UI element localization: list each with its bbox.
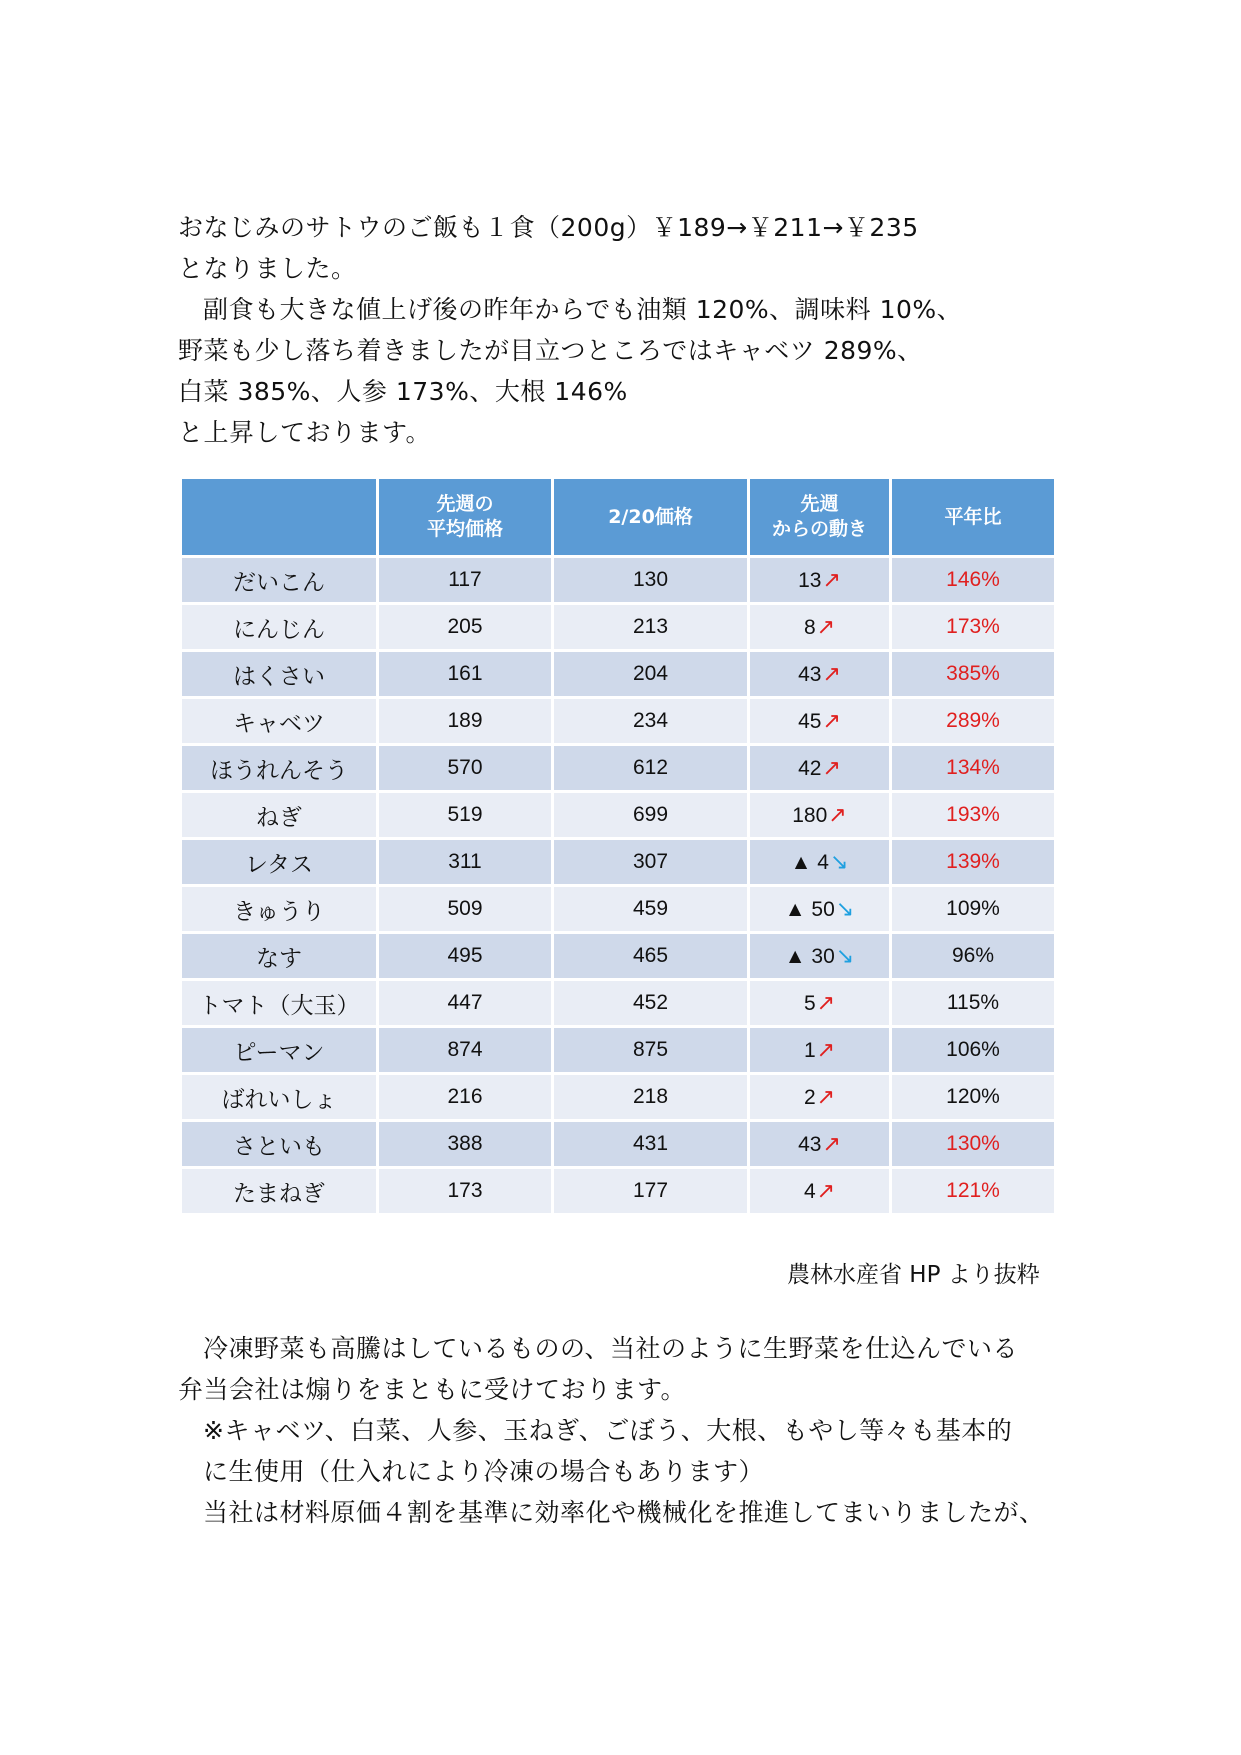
header-text: からの動き (771, 518, 867, 540)
price-change-cell (750, 605, 889, 649)
last-week-price: 509 (447, 897, 483, 920)
last-week-price-cell (379, 981, 551, 1025)
year-ratio-cell (892, 840, 1054, 884)
header-text: 先週の (436, 493, 494, 515)
feb20-price: 177 (632, 1179, 669, 1202)
feb20-price: 130 (632, 568, 669, 591)
table-row (182, 1169, 1054, 1213)
year-ratio: 146% (946, 568, 1000, 591)
intro-line: 白菜 385%、人参 173%、大根 146% (178, 377, 628, 406)
feb20-price-cell (554, 1028, 747, 1072)
feb20-price-cell (554, 934, 747, 978)
item-name: ピーマン (233, 1039, 325, 1066)
year-ratio: 121% (946, 1179, 1000, 1202)
price-change: 43 (798, 663, 822, 686)
trend-up-icon: ↗ (822, 661, 841, 686)
intro-paragraph (178, 207, 962, 453)
price-change: 4 (803, 1180, 816, 1203)
table-row (182, 1075, 1054, 1119)
last-week-price: 447 (447, 991, 483, 1014)
last-week-price: 205 (447, 615, 483, 638)
item-name-cell (182, 1169, 376, 1213)
table-row (182, 793, 1054, 837)
price-change: 13 (798, 569, 822, 592)
header-text: 2/20価格 (608, 505, 693, 528)
year-ratio-cell (892, 699, 1054, 743)
price-change: 180 (792, 804, 828, 827)
price-change: 42 (798, 757, 822, 780)
item-name-cell (182, 605, 376, 649)
item-name-cell (182, 1122, 376, 1166)
year-ratio-cell (892, 1075, 1054, 1119)
last-week-price: 874 (447, 1038, 483, 1061)
price-change: ▲ 50 (784, 898, 835, 921)
price-change-cell (750, 652, 889, 696)
price-change: 5 (803, 992, 816, 1015)
last-week-price: 388 (447, 1132, 483, 1155)
last-week-price: 570 (447, 756, 483, 779)
feb20-price-cell (554, 558, 747, 602)
year-ratio: 115% (946, 991, 1000, 1014)
trend-up-icon: ↗ (816, 614, 836, 639)
year-ratio: 120% (946, 1085, 1000, 1108)
price-change-cell (750, 1075, 889, 1119)
year-ratio-cell (892, 605, 1054, 649)
feb20-price: 612 (632, 756, 669, 779)
price-change-cell (750, 793, 889, 837)
last-week-price-cell (379, 652, 551, 696)
feb20-price-cell (554, 1122, 747, 1166)
trend-up-icon: ↗ (822, 567, 841, 592)
table-row (182, 746, 1054, 790)
table-row (182, 699, 1054, 743)
price-change-cell (750, 746, 889, 790)
feb20-price-cell (554, 652, 747, 696)
item-name: にんじん (233, 616, 325, 643)
item-name-cell (182, 558, 376, 602)
year-ratio: 130% (946, 1132, 1000, 1155)
last-week-price-cell (379, 840, 551, 884)
table-row (182, 605, 1054, 649)
feb20-price-cell (554, 605, 747, 649)
last-week-price: 173 (447, 1179, 483, 1202)
year-ratio: 139% (946, 850, 1000, 873)
year-ratio-cell (892, 1028, 1054, 1072)
year-ratio-cell (892, 793, 1054, 837)
item-name: はくさい (233, 663, 325, 690)
last-week-price-cell (379, 558, 551, 602)
last-week-price: 216 (447, 1085, 483, 1108)
feb20-price: 218 (632, 1085, 669, 1108)
item-name: レタス (244, 851, 314, 878)
item-name: なす (256, 945, 302, 972)
last-week-price: 161 (447, 662, 483, 685)
price-change: 2 (803, 1086, 816, 1109)
table-row (182, 887, 1054, 931)
item-name-cell (182, 840, 376, 884)
last-week-price-cell (379, 793, 551, 837)
year-ratio: 385% (946, 662, 1000, 685)
item-name: ほうれんそう (210, 757, 348, 784)
header-text: 平均価格 (426, 518, 503, 540)
header-name (182, 479, 376, 555)
feb20-price: 234 (632, 709, 669, 732)
item-name-cell (182, 793, 376, 837)
item-name: ばれいしょ (221, 1086, 337, 1113)
last-week-price-cell (379, 887, 551, 931)
trend-up-icon: ↗ (816, 990, 836, 1015)
price-change: ▲ 4 (790, 851, 829, 874)
price-change: 43 (798, 1133, 822, 1156)
trend-up-icon: ↗ (828, 802, 847, 827)
item-name-cell (182, 887, 376, 931)
item-name: キャベツ (233, 710, 325, 737)
price-change-cell (750, 887, 889, 931)
price-change-cell (750, 981, 889, 1025)
year-ratio-cell (892, 934, 1054, 978)
intro-line: 野菜も少し落ち着きましたが目立つところではキャベツ 289%、 (178, 336, 923, 365)
feb20-price: 875 (632, 1038, 669, 1061)
last-week-price: 189 (447, 709, 483, 732)
trend-down-icon: ↘ (829, 849, 849, 874)
feb20-price: 213 (632, 615, 669, 638)
item-name-cell (182, 652, 376, 696)
table-row (182, 1028, 1054, 1072)
item-name: さといも (233, 1133, 325, 1160)
feb20-price: 699 (632, 803, 669, 826)
body-line: 当社は材料原価４割を基準に効率化や機械化を推進してまいりましたが、 (203, 1498, 1045, 1527)
year-ratio: 96% (951, 944, 995, 967)
feb20-price: 465 (632, 944, 669, 967)
year-ratio: 173% (946, 615, 1000, 638)
last-week-price-cell (379, 1028, 551, 1072)
last-week-price-cell (379, 1122, 551, 1166)
year-ratio-cell (892, 652, 1054, 696)
year-ratio-cell (892, 981, 1054, 1025)
last-week-price: 117 (448, 568, 482, 591)
year-ratio-cell (892, 746, 1054, 790)
last-week-price-cell (379, 1169, 551, 1213)
last-week-price-cell (379, 1075, 551, 1119)
vegetable-price-table (179, 476, 1057, 1216)
table-row (182, 558, 1054, 602)
last-week-price: 495 (447, 944, 483, 967)
table-row (182, 981, 1054, 1025)
price-change-cell (750, 1169, 889, 1213)
table-row (182, 1122, 1054, 1166)
header-change (750, 479, 889, 555)
price-change: 8 (803, 616, 816, 639)
body-paragraph (178, 1328, 1045, 1533)
item-name: トマト（大玉） (198, 992, 360, 1019)
year-ratio: 134% (946, 756, 1000, 779)
feb20-price-cell (554, 1075, 747, 1119)
header-ratio (892, 479, 1054, 555)
trend-up-icon: ↗ (822, 708, 841, 733)
feb20-price: 459 (632, 897, 669, 920)
item-name-cell (182, 746, 376, 790)
item-name-cell (182, 1028, 376, 1072)
item-name: たまねぎ (233, 1180, 325, 1207)
price-change-cell (750, 558, 889, 602)
price-change-cell (750, 934, 889, 978)
header-text: 平年比 (944, 505, 1002, 528)
feb20-price-cell (554, 1169, 747, 1213)
year-ratio-cell (892, 1169, 1054, 1213)
source-note: 農林水産省 HP より抜粋 (787, 1262, 1040, 1288)
intro-line: 副食も大きな値上げ後の昨年からでも油類 120%、調味料 10%、 (203, 295, 963, 324)
body-line: ※キャベツ、白菜、人参、玉ねぎ、ごぼう、大根、もやし等々も基本的 (203, 1416, 1013, 1445)
intro-line: おなじみのサトウのご飯も１食（200g）￥189→￥211→￥235 (178, 213, 919, 242)
price-change-cell (750, 1122, 889, 1166)
header-text: 先週 (800, 493, 839, 515)
price-change-cell (750, 1028, 889, 1072)
trend-up-icon: ↗ (816, 1084, 836, 1109)
last-week-price-cell (379, 605, 551, 649)
price-change-cell (750, 699, 889, 743)
feb20-price-cell (554, 887, 747, 931)
year-ratio: 109% (946, 897, 1000, 920)
price-change: 45 (798, 710, 822, 733)
feb20-price-cell (554, 793, 747, 837)
table-header-row (182, 479, 1054, 555)
year-ratio: 193% (946, 803, 1000, 826)
item-name: だいこん (233, 569, 325, 596)
table-row (182, 840, 1054, 884)
item-name-cell (182, 934, 376, 978)
last-week-price: 519 (447, 803, 483, 826)
last-week-price-cell (379, 746, 551, 790)
feb20-price: 307 (632, 850, 669, 873)
year-ratio-cell (892, 1122, 1054, 1166)
trend-up-icon: ↗ (822, 755, 841, 780)
item-name: きゅうり (233, 898, 325, 925)
trend-up-icon: ↗ (822, 1131, 841, 1156)
price-change-cell (750, 840, 889, 884)
trend-up-icon: ↗ (816, 1037, 836, 1062)
intro-line: となりました。 (178, 254, 357, 283)
feb20-price: 204 (632, 662, 669, 685)
body-line: 弁当会社は煽りをまともに受けております。 (178, 1375, 687, 1404)
last-week-price-cell (379, 699, 551, 743)
year-ratio: 289% (946, 709, 1000, 732)
header-feb20 (554, 479, 747, 555)
item-name-cell (182, 699, 376, 743)
body-line: 冷凍野菜も高騰はしているものの、当社のように生野菜を仕込んでいる (203, 1334, 1019, 1363)
table-row (182, 652, 1054, 696)
intro-line: と上昇しております。 (178, 418, 432, 447)
year-ratio: 106% (946, 1038, 1000, 1061)
item-name-cell (182, 981, 376, 1025)
item-name-cell (182, 1075, 376, 1119)
item-name: ねぎ (256, 804, 302, 831)
trend-down-icon: ↘ (835, 943, 855, 968)
feb20-price: 431 (632, 1132, 669, 1155)
price-change: ▲ 30 (784, 945, 835, 968)
price-change: 1 (803, 1039, 816, 1062)
body-line: に生使用（仕入れにより冷凍の場合もあります） (203, 1457, 765, 1486)
last-week-price: 311 (448, 850, 482, 873)
year-ratio-cell (892, 558, 1054, 602)
feb20-price-cell (554, 699, 747, 743)
feb20-price-cell (554, 981, 747, 1025)
feb20-price-cell (554, 840, 747, 884)
feb20-price: 452 (632, 991, 669, 1014)
last-week-price-cell (379, 934, 551, 978)
feb20-price-cell (554, 746, 747, 790)
header-last-week (379, 479, 551, 555)
table-row (182, 934, 1054, 978)
trend-down-icon: ↘ (835, 896, 855, 921)
year-ratio-cell (892, 887, 1054, 931)
trend-up-icon: ↗ (816, 1178, 836, 1203)
